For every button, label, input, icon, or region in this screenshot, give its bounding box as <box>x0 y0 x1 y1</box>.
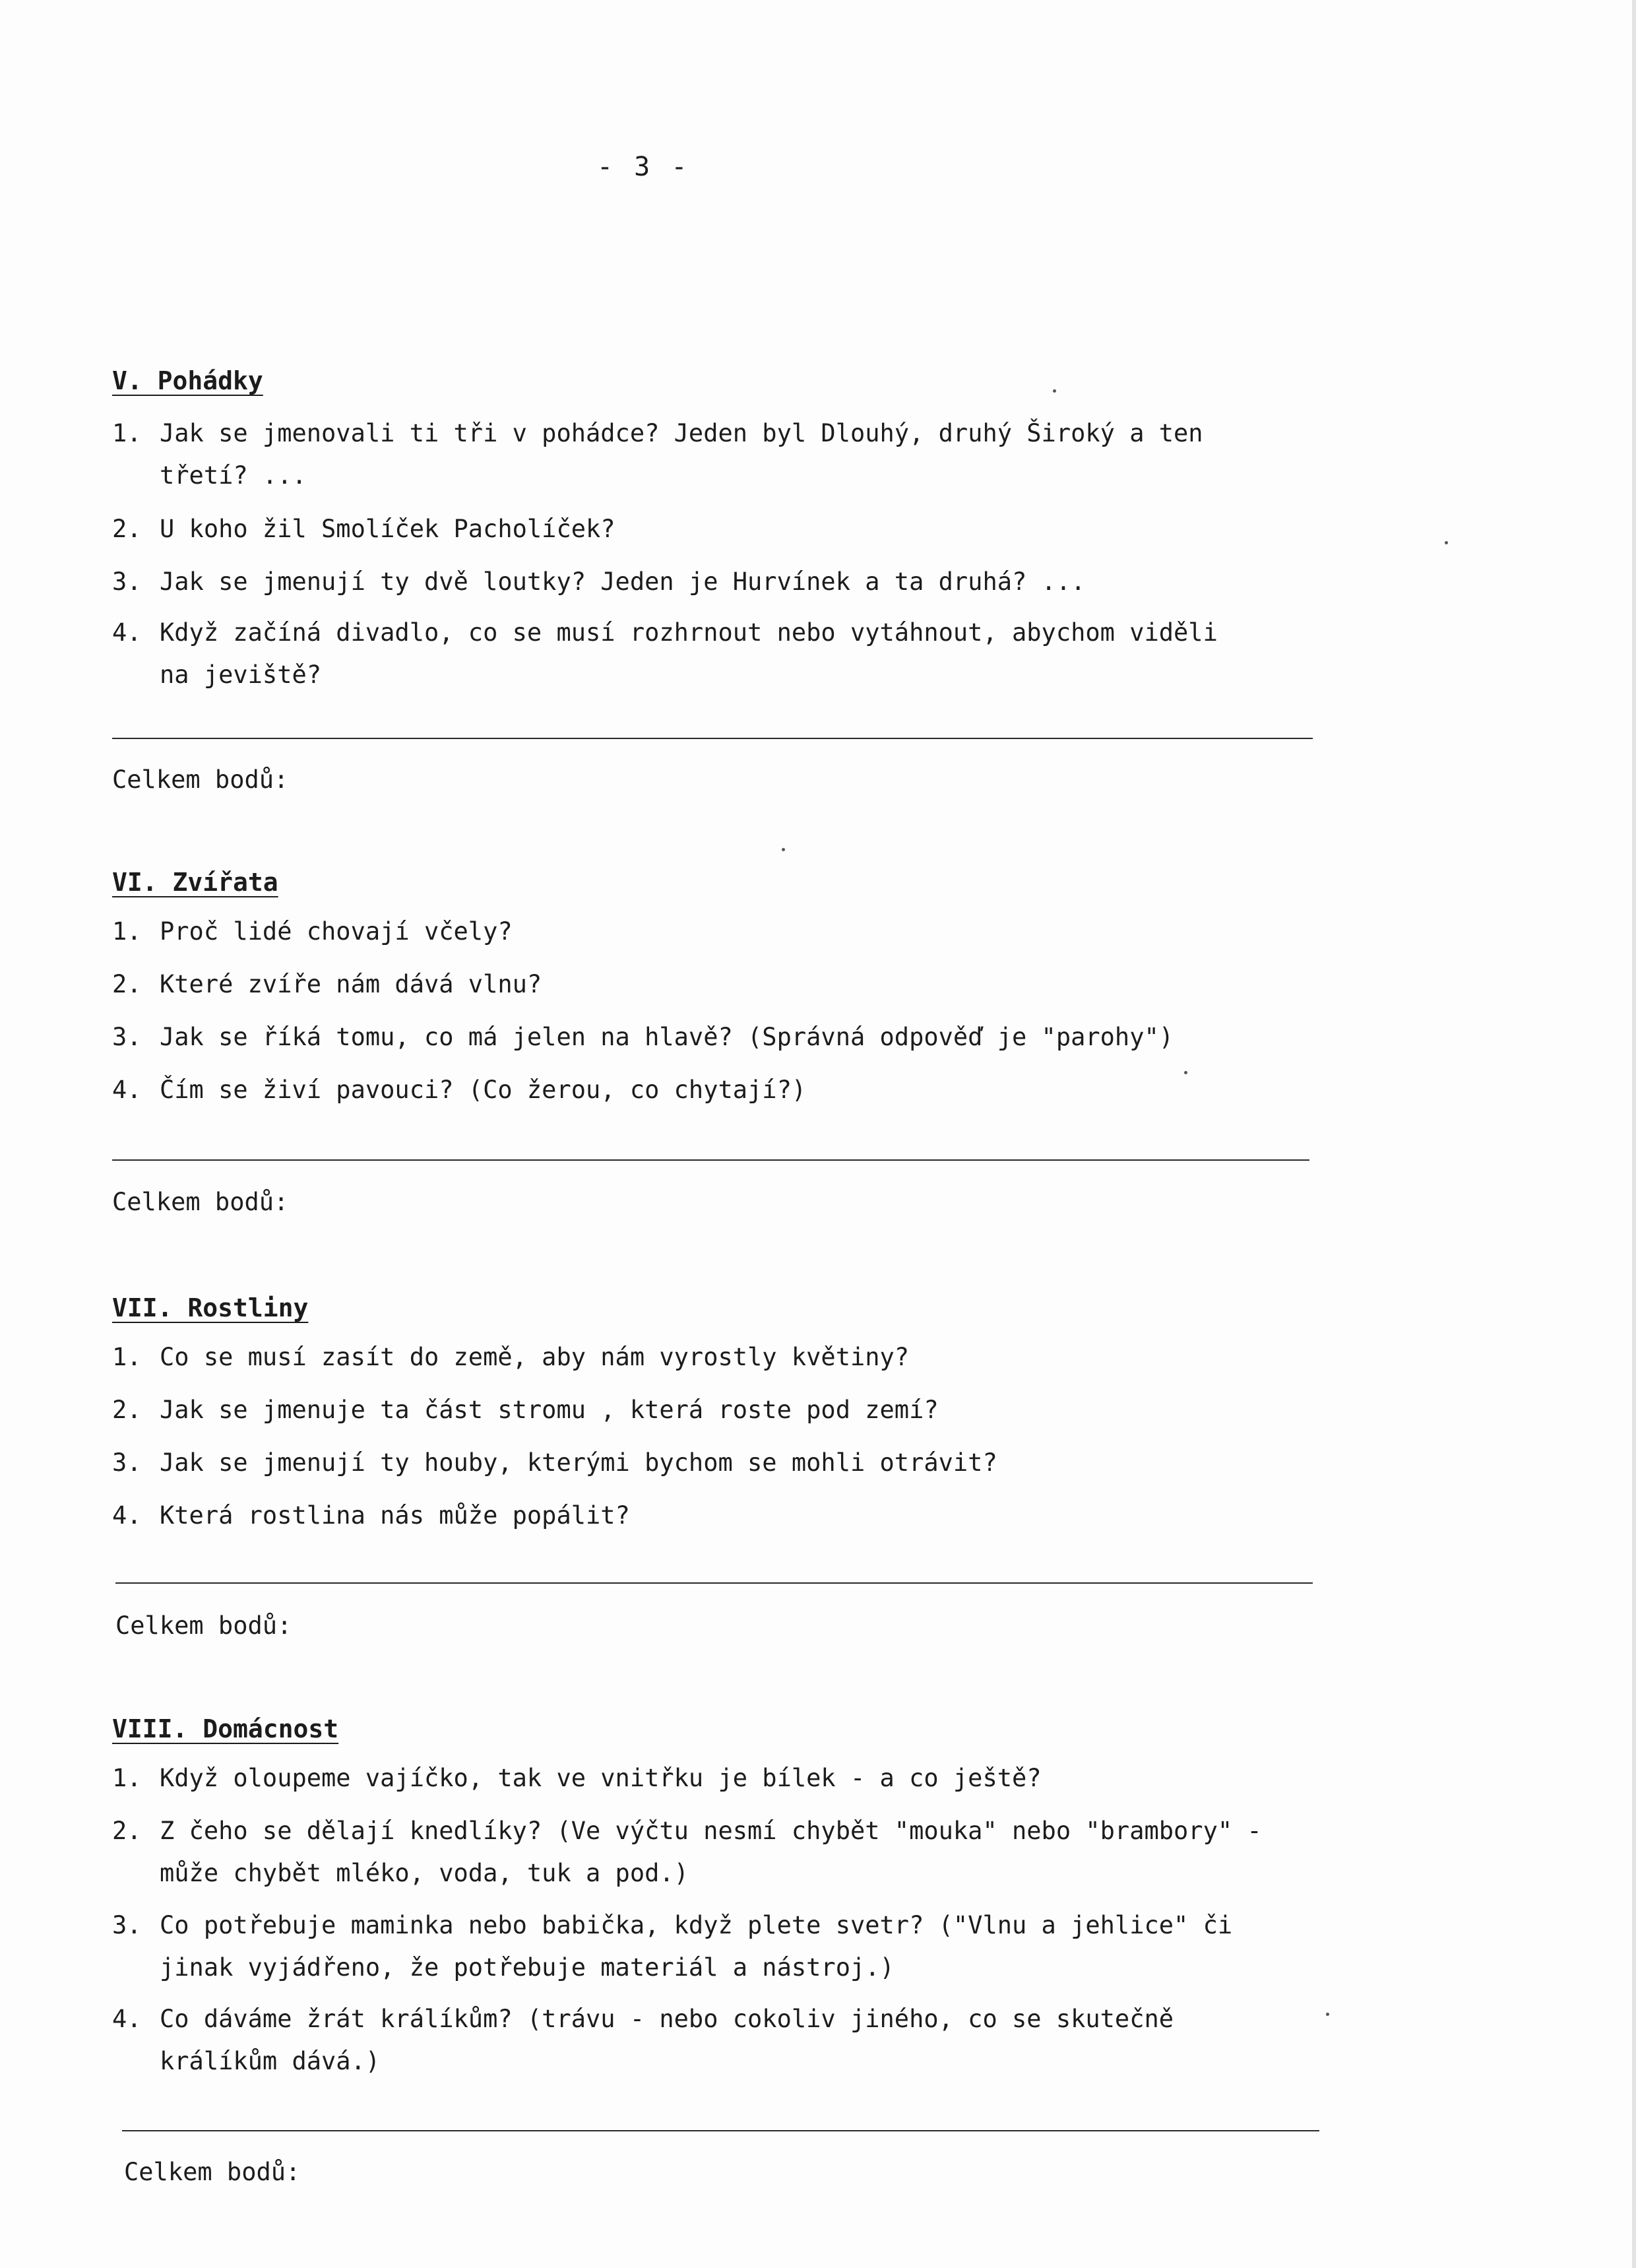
scan-speck <box>1326 2013 1329 2016</box>
question-number: 3. <box>112 1911 142 1939</box>
scan-speck <box>1184 1071 1187 1074</box>
question-number: 1. <box>112 1764 142 1792</box>
question-item <box>112 1389 939 1431</box>
question-text: Proč lidé chovají včely? <box>160 917 513 946</box>
question-item <box>112 508 615 550</box>
question-item <box>112 1998 1174 2083</box>
question-item <box>112 1069 806 1111</box>
question-text: U koho žil Smolíček Pacholíček? <box>160 515 615 543</box>
section-domacnost <box>112 1714 1326 2123</box>
question-number: 4. <box>112 2005 142 2033</box>
question-item <box>112 1495 630 1537</box>
question-number: 3. <box>112 1023 142 1051</box>
question-number: 4. <box>112 1501 142 1530</box>
scan-speck <box>1053 389 1056 393</box>
question-number: 2. <box>112 1396 142 1424</box>
question-text-continued: může chybět mléko, voda, tuk a pod.) <box>160 1859 689 1887</box>
section-heading: VIII. Domácnost <box>112 1714 339 1743</box>
question-text: Z čeho se dělají knedlíky? (Ve výčtu nesmí chybět "mouka" nebo "brambory" - <box>160 1817 1262 1845</box>
question-text: Jak se jmenovali ti tři v pohádce? Jeden byl Dlouhý, druhý Široký a ten <box>160 419 1203 447</box>
section-rostliny <box>112 1293 1326 1557</box>
question-item <box>112 1757 1042 1799</box>
question-item <box>112 1336 909 1378</box>
total-score-label: Celkem bodů: <box>124 2158 301 2186</box>
question-item <box>112 612 1218 696</box>
question-number: 1. <box>112 917 142 946</box>
question-number: 2. <box>112 515 142 543</box>
question-text-continued: třetí? ... <box>160 461 307 490</box>
question-item <box>112 1810 1262 1895</box>
divider-line <box>112 738 1313 739</box>
divider-line <box>115 1582 1313 1584</box>
question-text: Co potřebuje maminka nebo babička, když plete svetr? ("Vlnu a jehlice" či <box>160 1911 1233 1939</box>
question-text: Jak se říká tomu, co má jelen na hlavě? (Správná odpověď je "parohy") <box>160 1023 1174 1051</box>
divider-line <box>112 1159 1309 1161</box>
total-score-label: Celkem bodů: <box>112 765 289 794</box>
section-pohadky <box>112 366 1326 795</box>
question-number: 2. <box>112 1817 142 1845</box>
question-text: Které zvíře nám dává vlnu? <box>160 970 542 998</box>
question-item <box>112 1904 1232 1989</box>
question-text-continued: jinak vyjádřeno, že potřebuje materiál a nástroj.) <box>160 1953 895 1982</box>
question-item <box>112 1016 1174 1058</box>
divider-line <box>122 2130 1319 2131</box>
question-number: 3. <box>112 567 142 596</box>
scan-edge <box>1632 0 1636 2268</box>
page-number: - 3 - <box>597 152 690 182</box>
question-item <box>112 963 542 1006</box>
question-number: 4. <box>112 618 142 647</box>
question-item <box>112 561 1085 603</box>
scan-speck <box>782 848 785 851</box>
question-text: Když začíná divadlo, co se musí rozhrnout nebo vytáhnout, abychom viděli <box>160 618 1218 647</box>
question-text: Co dáváme žrát králíkům? (trávu - nebo cokoliv jiného, co se skutečně <box>160 2005 1174 2033</box>
section-heading: VI. Zvířata <box>112 868 278 897</box>
question-item <box>112 1442 997 1484</box>
section-heading: VII. Rostliny <box>112 1293 309 1322</box>
question-item <box>112 412 1203 497</box>
section-heading: V. Pohádky <box>112 366 263 395</box>
question-text: Jak se jmenuje ta část stromu , která roste pod zemí? <box>160 1396 939 1424</box>
question-number: 3. <box>112 1448 142 1477</box>
question-text: Která rostlina nás může popálit? <box>160 1501 630 1530</box>
question-item <box>112 911 513 953</box>
question-text-continued: králíkům dává.) <box>160 2047 381 2075</box>
scan-speck <box>1445 541 1448 544</box>
total-score-label: Celkem bodů: <box>112 1188 289 1216</box>
question-number: 1. <box>112 419 142 447</box>
show-through-artifact <box>1016 208 1029 234</box>
section-zvirata <box>112 868 1326 1132</box>
question-number: 2. <box>112 970 142 998</box>
question-text: Čím se živí pavouci? (Co žerou, co chytají?) <box>160 1076 807 1104</box>
question-text: Jak se jmenují ty dvě loutky? Jeden je Hurvínek a ta druhá? ... <box>160 567 1086 596</box>
question-text-continued: na jeviště? <box>160 661 322 689</box>
question-number: 4. <box>112 1076 142 1104</box>
question-number: 1. <box>112 1343 142 1371</box>
question-text: Když oloupeme vajíčko, tak ve vnitřku je bílek - a co ještě? <box>160 1764 1042 1792</box>
question-text: Jak se jmenují ty houby, kterými bychom se mohli otrávit? <box>160 1448 997 1477</box>
total-score-label: Celkem bodů: <box>115 1611 292 1640</box>
question-text: Co se musí zasít do země, aby nám vyrostly květiny? <box>160 1343 910 1371</box>
